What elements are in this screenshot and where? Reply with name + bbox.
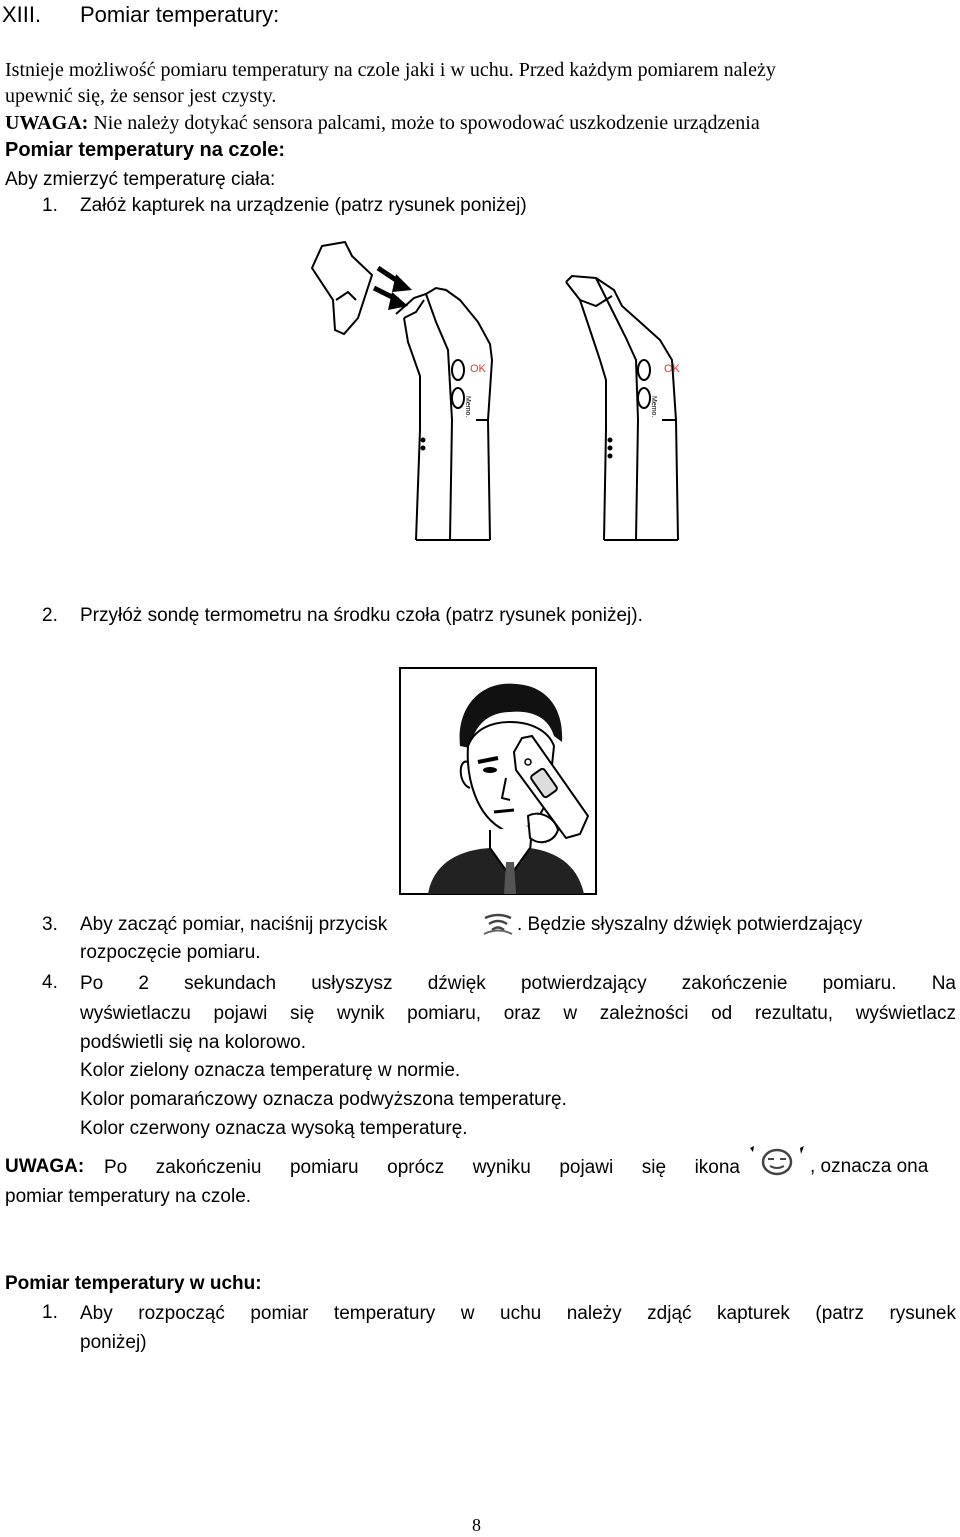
step4-line-1: Po 2 sekundach usłyszysz dźwięk potwierdzający zakończenie pomiaru. Na — [80, 973, 956, 994]
warning-text: Nie należy dotykać sensora palcami, może to spowodować uszkodzenie urządzenia — [88, 112, 760, 134]
ok-label-right: OK — [664, 363, 680, 375]
cap-illustration — [312, 242, 372, 334]
step1-number: 1. — [42, 195, 58, 216]
forehead-heading: Pomiar temperatury na czole: — [5, 139, 286, 161]
forehead-lead: Aby zmierzyć temperaturę ciała: — [5, 169, 276, 190]
step2-number: 2. — [42, 605, 58, 626]
note-line-2: pomiar temperatury na czole. — [5, 1186, 252, 1207]
intro-line-2: upewnić się, że sensor jest czysty. — [5, 85, 277, 107]
step4-line-3: podświetli się na kolorowo. — [80, 1032, 307, 1053]
thermometer-right — [566, 276, 678, 540]
step4-number: 4. — [42, 972, 58, 993]
section-number: XIII. — [2, 2, 42, 27]
step3-text-a: Aby zacząć pomiar, naciśnij przycisk — [80, 914, 388, 935]
color-green-text: Kolor zielony oznacza temperaturę w normie. — [80, 1060, 461, 1081]
warning-label: UWAGA: — [5, 112, 89, 134]
step3-number: 3. — [42, 914, 58, 935]
color-orange-text: Kolor pomarańczowy oznacza podwyższona temperaturę. — [80, 1089, 567, 1110]
page-number: 8 — [472, 1515, 481, 1535]
step2-text: Przyłóż sondę termometru na środku czoła (patrz rysunek poniżej). — [80, 605, 643, 626]
step1-text: Załóż kapturek na urządzenie (patrz rysunek poniżej) — [80, 195, 527, 216]
ear-step1-number: 1. — [42, 1302, 58, 1323]
section-title: Pomiar temperatury: — [80, 2, 280, 27]
ear-heading: Pomiar temperatury w uchu: — [5, 1273, 262, 1294]
note-line-1-text: Po zakończeniu pomiaru oprócz wyniku pojawi się ikona — [104, 1157, 740, 1178]
step3-text-c: rozpoczęcie pomiaru. — [80, 942, 261, 963]
ok-label-left: OK — [470, 363, 486, 375]
intro-line-1: Istnieje możliwość pomiaru temperatury na czole jaki i w uchu. Przed każdym pomiarem należy — [5, 59, 776, 81]
step4-line-2: wyświetlaczu pojawi się wynik pomiaru, oraz w zależności od rezultatu, wyświetlacz — [80, 1003, 956, 1024]
ear-step1-line-1: Aby rozpocząć pomiar temperatury w uchu należy zdjąć kapturek (patrz rysunek — [80, 1303, 956, 1324]
step3-text-b: . Będzie słyszalny dźwięk potwierdzający — [517, 914, 863, 935]
thermometer-left — [396, 288, 492, 540]
note-line-1-end: , oznacza ona — [810, 1156, 929, 1177]
forehead-measurement-figure — [398, 666, 598, 896]
memo-label-left: Memo. — [464, 396, 471, 418]
ear-step1-line-2: poniżej) — [80, 1332, 147, 1353]
measure-button-icon — [481, 912, 515, 936]
forehead-mode-icon — [744, 1144, 808, 1180]
note-label: UWAGA: — [5, 1156, 85, 1177]
note-line-1 — [5, 1156, 84, 1178]
color-red-text: Kolor czerwony oznacza wysoką temperaturę. — [80, 1118, 468, 1139]
memo-label-right: Memo. — [650, 396, 657, 418]
